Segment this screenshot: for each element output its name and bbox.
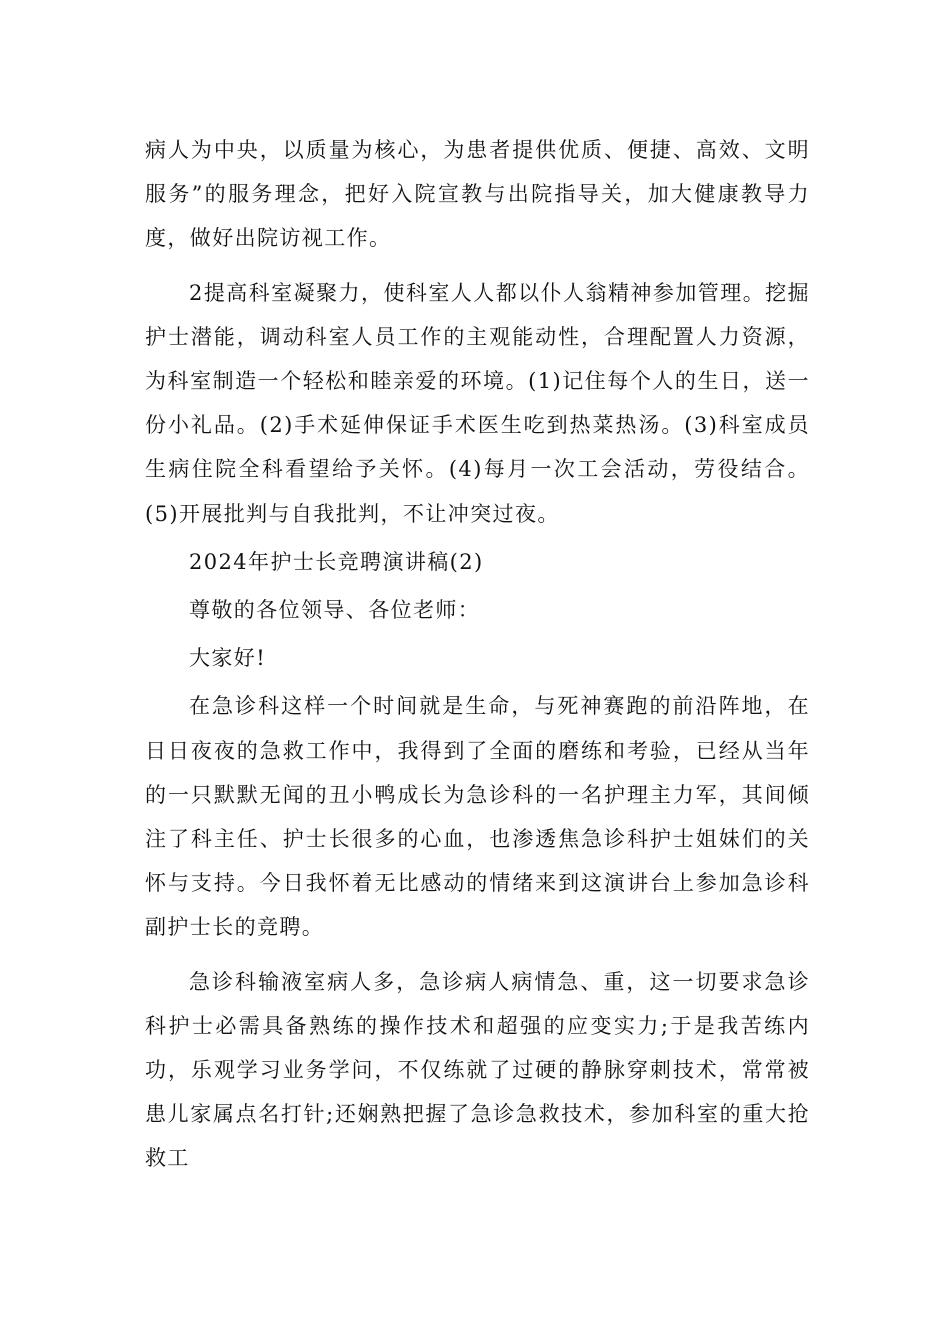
paragraph-cohesion: 2提高科室凝聚力，使科室人人都以仆人翁精神参加管理。挖掘护士潜能，调动科室人员工作的主观能动性，合理配置人力资源，为科室制造一个轻松和睦亲爱的环境。(1)记住每个人的生日，送一份小礼品。(2)手术延伸保证手术医生吃到热菜热汤。(3)科室成员生病住院全科看望给予关怀。(4)每月一次工会活动，劳役结合。(5)开展批判与自我批判，不让冲突过夜。: [145, 280, 810, 526]
paragraph-emergency-intro: 在急诊科这样一个时间就是生命，与死神赛跑的前沿阵地，在日日夜夜的急救工作中，我得到了全面的磨练和考验，已经从当年的一只默默无闻的丑小鸭成长为急诊科的一名护理主力军，其间倾注了科主任、护士长很多的心血，也渗透焦急诊科护士姐妹们的关怀与支持。今日我怀着无比感动的情绪来到这演讲台上参加急诊科副护士长的竞聘。: [145, 694, 810, 940]
paragraph-infusion-room: 急诊科输液室病人多，急诊病人病情急、重，这一切要求急诊科护士必需具备熟练的操作技术和超强的应变实力;于是我苦练内功，乐观学习业务学问，不仅练就了过硬的静脉穿刺技术，常常被患儿家属点名打针;还娴熟把握了急诊急救技术，参加科室的重大抢救工: [145, 969, 810, 1171]
document-body: [145, 128, 810, 1181]
paragraph-continuation: 病人为中央，以质量为核心，为患者提供优质、便捷、高效、文明服务”的服务理念，把好入院宣教与出院指导关，加大健康教导力度，做好出院访视工作。: [145, 138, 810, 251]
greeting: 大家好!: [189, 646, 267, 671]
section-title: 2024年护士长竞聘演讲稿(2): [189, 549, 484, 574]
salutation: 尊敬的各位领导、各位老师：: [189, 598, 481, 623]
